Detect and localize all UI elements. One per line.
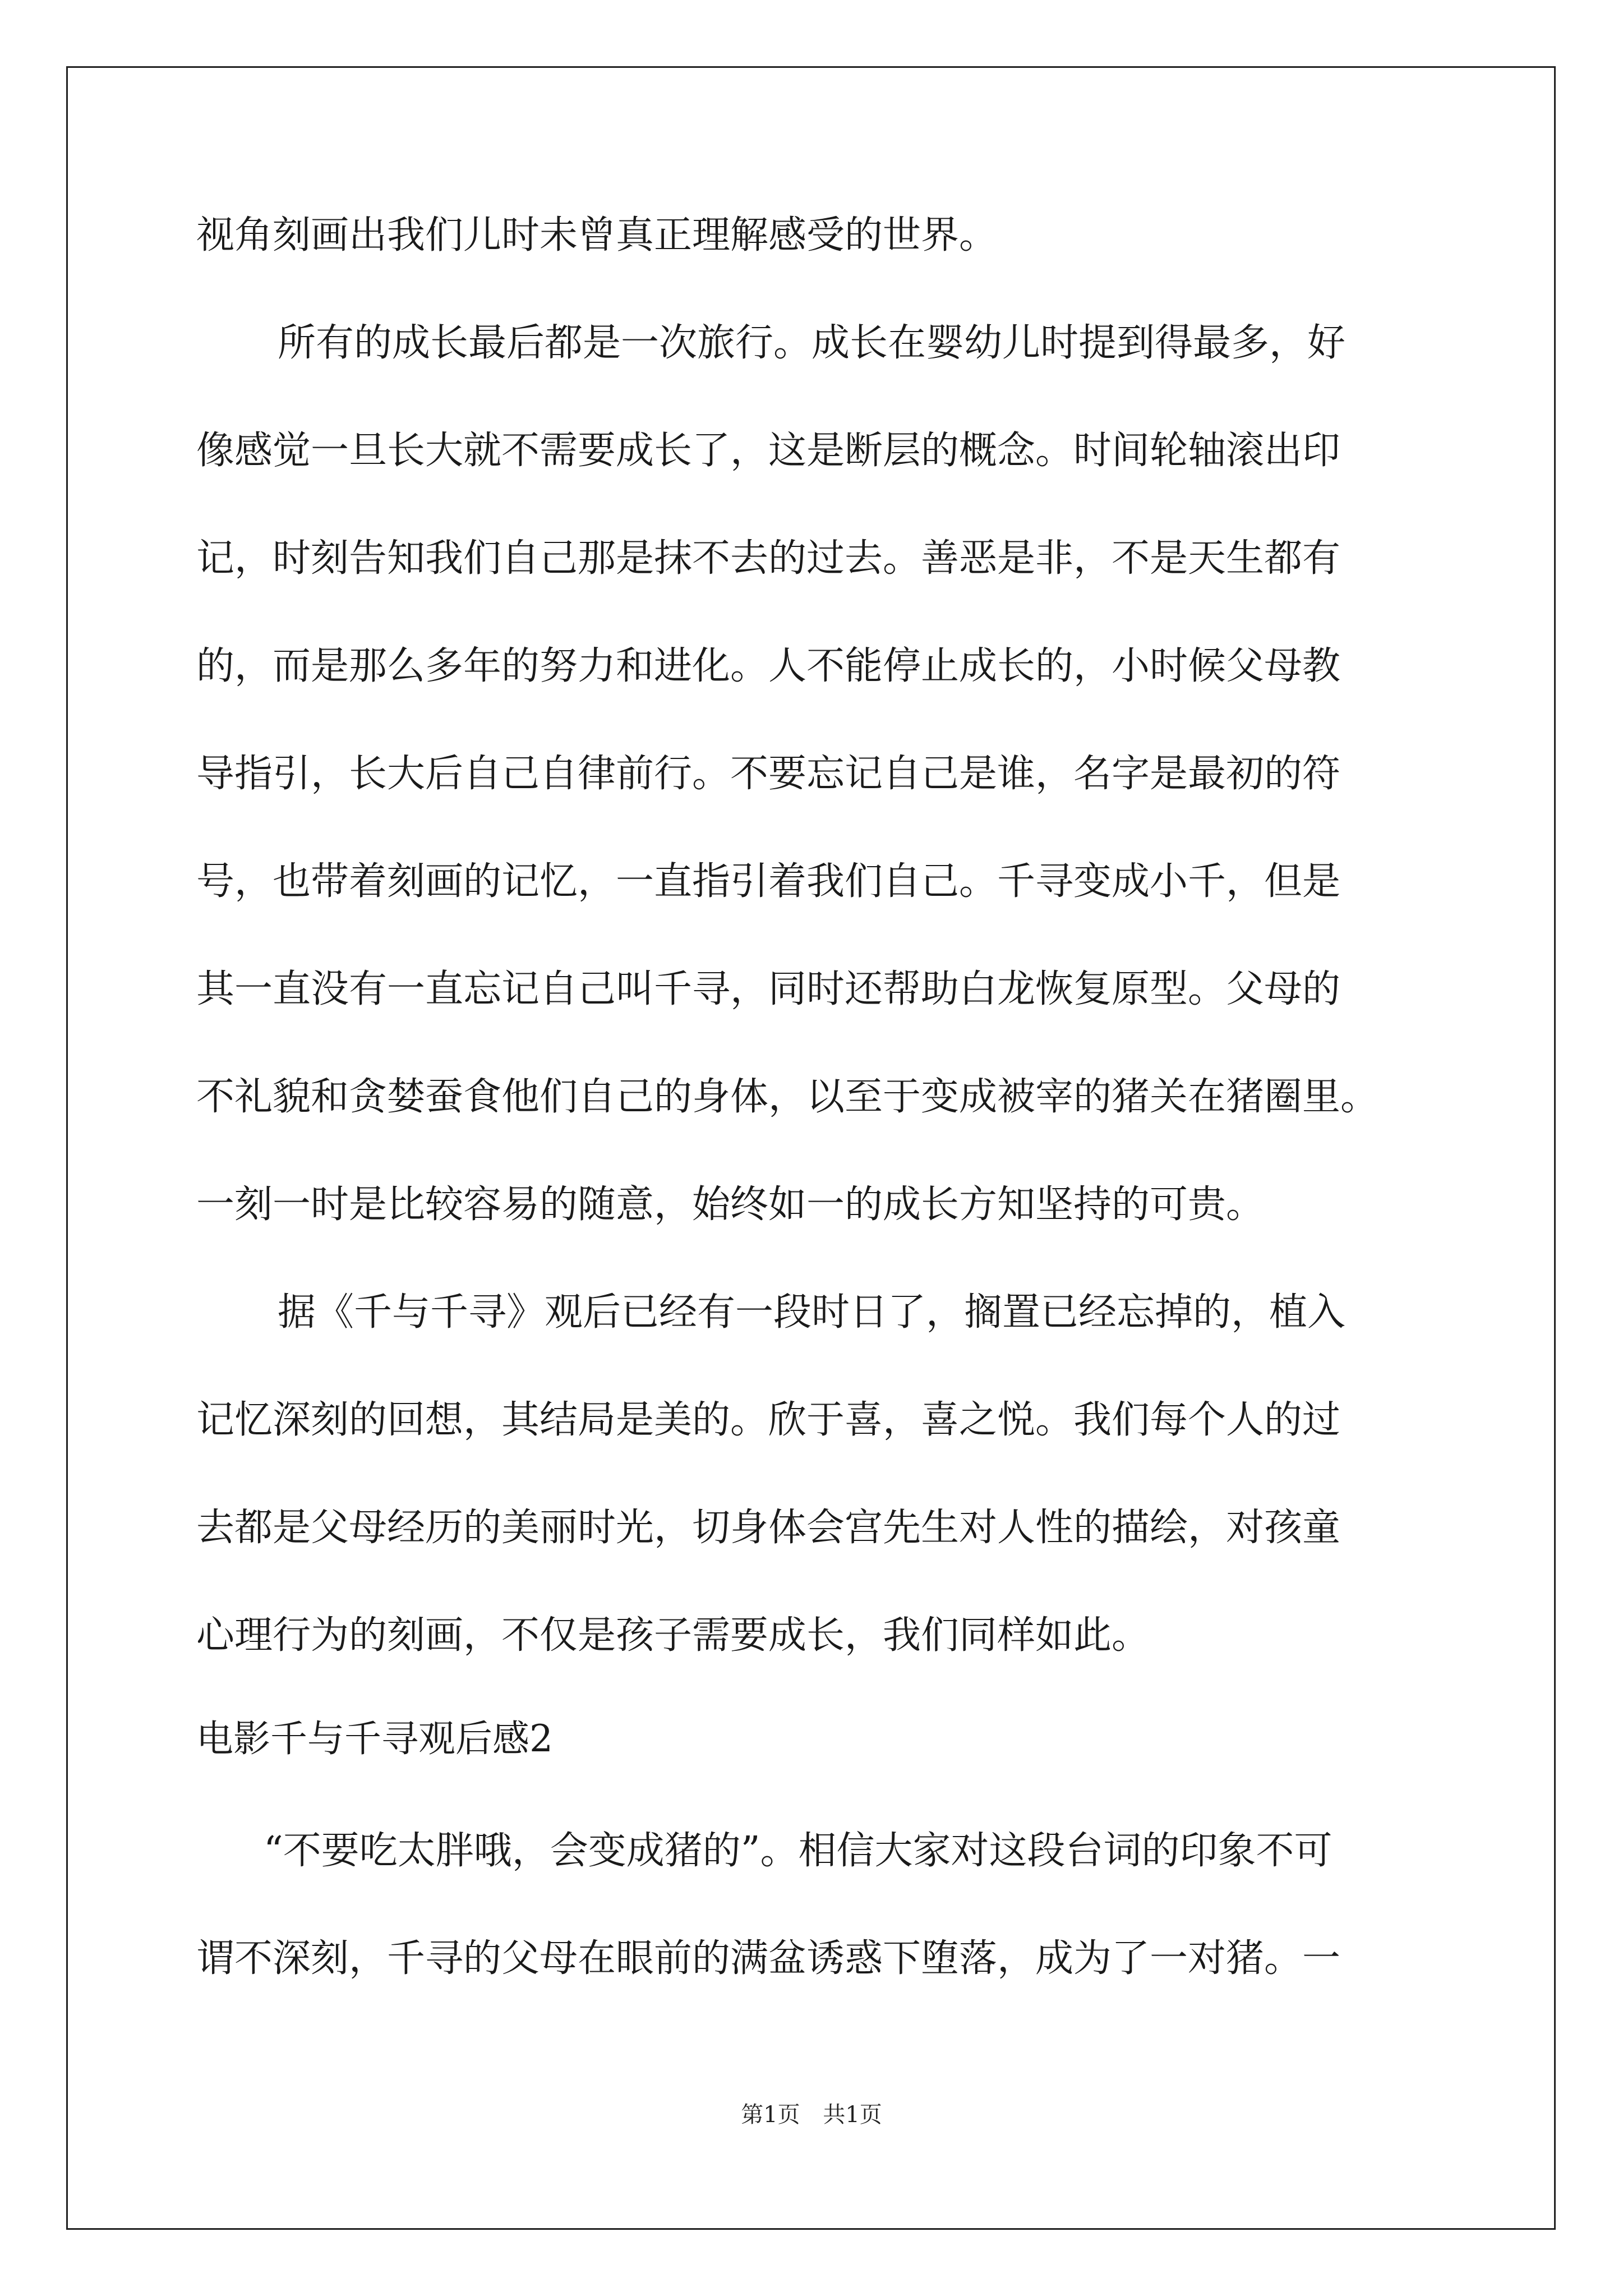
text-line: 记忆深刻的回想，其结局是美的。欣于喜，喜之悦。我们每个人的过 [196, 1398, 1341, 1442]
text-line: 视角刻画出我们儿时未曾真正理解感受的世界。 [196, 213, 998, 257]
page-number: 第1页 [741, 2102, 800, 2128]
text-line: 记，时刻告知我们自己那是抹不去的过去。善恶是非，不是天生都有 [196, 536, 1341, 581]
paragraph-start-line: 所有的成长最后都是一次旅行。成长在婴幼儿时提到得最多，好 [278, 321, 1346, 365]
paragraph-start-line: “不要吃太胖哦，会变成猪的”。相信大家对这段台词的印象不可 [264, 1829, 1332, 1873]
text-line: 的，而是那么多年的努力和进化。人不能停止成长的，小时候父母教 [196, 644, 1341, 688]
text-line: 像感觉一旦长大就不需要成长了，这是断层的概念。时间轮轴滚出印 [196, 429, 1341, 473]
paragraph-start-line: 据《千与千寻》观后已经有一段时日了，搁置已经忘掉的，植入 [278, 1290, 1346, 1335]
text-line: 导指引，长大后自己自律前行。不要忘记自己是谁，名字是最初的符 [196, 752, 1341, 796]
text-line: 去都是父母经历的美丽时光，切身体会宫先生对人性的描绘，对孩童 [196, 1506, 1341, 1550]
page-border [66, 66, 1556, 2230]
section-heading: 电影千与千寻观后感2 [196, 1717, 553, 1760]
text-line: 心理行为的刻画，不仅是孩子需要成长，我们同样如此。 [196, 1613, 1150, 1658]
text-line: 一刻一时是比较容易的随意，始终如一的成长方知坚持的可贵。 [196, 1182, 1265, 1227]
page-total: 共1页 [823, 2102, 882, 2128]
text-line: 其一直没有一直忘记自己叫千寻，同时还帮助白龙恢复原型。父母的 [196, 967, 1341, 1011]
text-line: 号，也带着刻画的记忆，一直指引着我们自己。千寻变成小千，但是 [196, 859, 1341, 904]
page-footer [0, 2101, 1623, 2129]
text-line: 谓不深刻，千寻的父母在眼前的满盆诱惑下堕落，成为了一对猪。一 [196, 1936, 1341, 1981]
text-line: 不礼貌和贪婪蚕食他们自己的身体，以至于变成被宰的猪关在猪圈里。 [196, 1075, 1379, 1119]
